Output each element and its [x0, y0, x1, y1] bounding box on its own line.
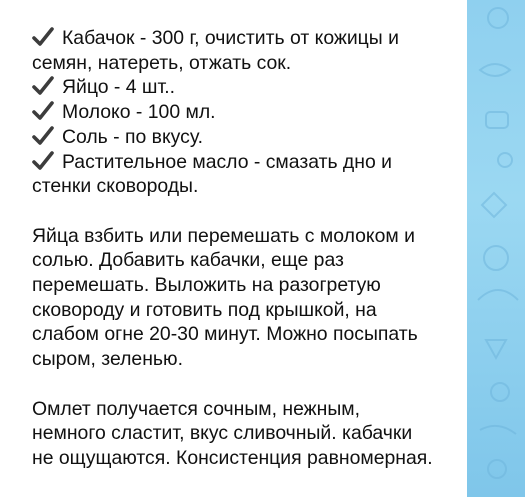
ingredient-line [32, 26, 451, 51]
ingredient-text: Кабачок - 300 г, очистить от кожицы и [62, 27, 399, 49]
paragraph-gap [32, 372, 451, 397]
instruction-line: сыром, зеленью. [32, 348, 183, 371]
ingredient-text: Соль - по вкусу. [62, 125, 203, 148]
ingredient-line [32, 100, 451, 125]
check-mark-icon [32, 76, 54, 96]
result-line: немного сластит, вкус сливочный. кабачки [32, 422, 413, 445]
paragraph-gap [32, 199, 451, 224]
result-line: Омлет получается сочным, нежным, [32, 397, 361, 420]
instruction-line: слабом огне 20-30 минут. Можно посыпать [32, 323, 418, 346]
instruction-line: перемешать. Выложить на разогретую [32, 274, 381, 297]
ingredient-line [32, 150, 451, 175]
ingredient-text: Растительное масло - смазать дно и [62, 150, 392, 173]
check-mark-icon [32, 126, 54, 146]
instruction-line: сковороду и готовить под крышкой, на [32, 298, 377, 321]
ingredient-continuation: стенки сковороды. [32, 175, 199, 198]
ingredient-line [32, 125, 451, 150]
result-line: не ощущаются. Консистенция равномерная. [32, 446, 433, 469]
ingredient-line [32, 75, 451, 100]
check-mark-icon [32, 27, 54, 47]
check-mark-icon [32, 101, 54, 121]
ingredient-text: Яйцо - 4 шт.. [62, 76, 175, 99]
ingredient-continuation: семян, натереть, отжать сок. [32, 51, 292, 74]
instruction-line: солью. Добавить кабачки, еще раз [32, 249, 344, 272]
instruction-line: Яйца взбить или перемешать с молоком и [32, 224, 415, 247]
ingredient-text: Молоко - 100 мл. [62, 101, 216, 124]
check-mark-icon [32, 151, 54, 171]
